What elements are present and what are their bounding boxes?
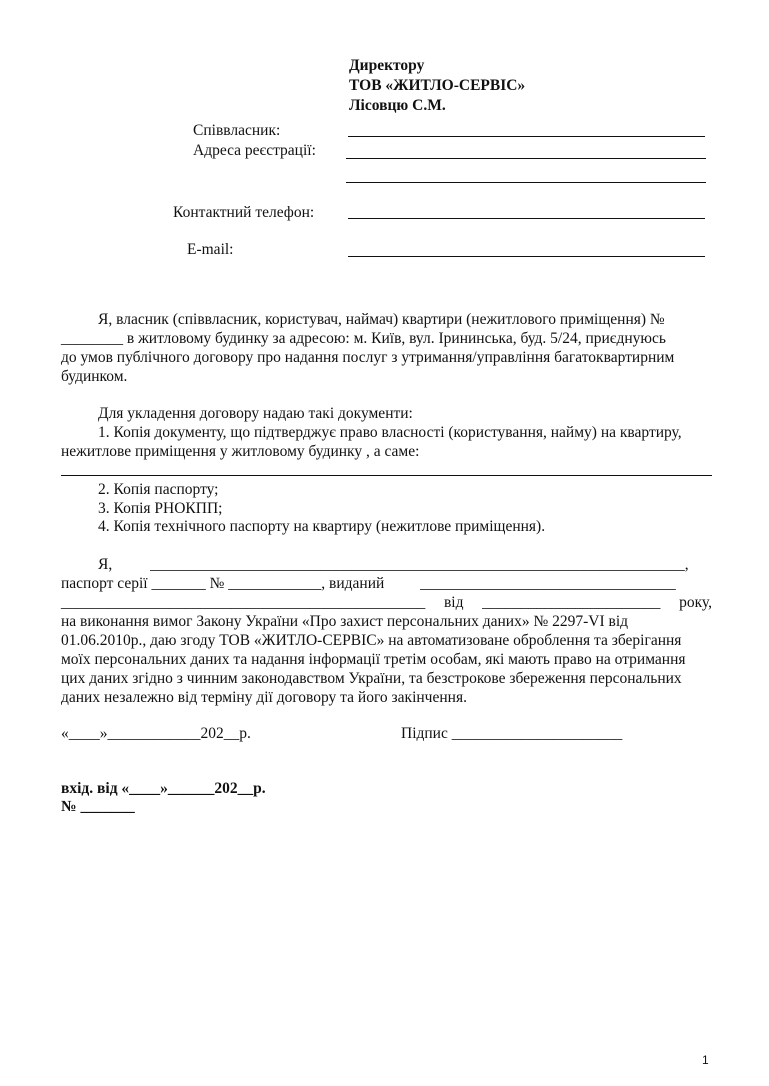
signature-field[interactable]: Підпис ______________________	[401, 725, 623, 742]
intro-line-1: Я, власник (співвласник, користувач, наймач) квартири (нежитлового приміщення) №	[98, 311, 665, 328]
signature-date[interactable]: «____»____________202__р.	[61, 725, 251, 742]
intro-line-2: ________ в житловому будинку за адресою: м. Київ, вул. Ірининська, буд. 5/24, приєднуюсь	[61, 330, 666, 347]
consent-line-4: на виконання вимог Закону України «Про захист персональних даних» № 2297-VI від	[61, 613, 629, 630]
issued-from-label: від	[443, 594, 464, 611]
issued-by-line[interactable]: _______________________________________________	[61, 594, 426, 611]
document-item-3: 3. Копія РНОКПП;	[98, 500, 223, 517]
intro-line-4: будинком.	[61, 368, 128, 385]
document-details-line[interactable]	[61, 475, 712, 476]
address-label: Адреса реєстрації:	[193, 142, 316, 159]
incoming-date: вхід. від «____»______202__р.	[61, 780, 266, 797]
issued-date-line[interactable]: _______________________	[482, 594, 661, 611]
addressee-title: Директору	[349, 57, 425, 74]
intro-line-3: до умов публічного договору про надання послуг з утримання/управління багатоквартирним	[61, 349, 675, 366]
consent-passport[interactable]: паспорт серії _______ № ____________, виданий	[61, 575, 385, 592]
co-owner-line[interactable]	[348, 136, 705, 137]
phone-label: Контактний телефон:	[173, 204, 315, 221]
issued-year-label: року,	[679, 594, 712, 611]
address-line-1[interactable]	[346, 158, 706, 159]
consent-line-7: цих даних згідно з чинним законодавством України, та безстрокове збереження персональних	[61, 670, 682, 687]
document-item-2: 2. Копія паспорту;	[98, 481, 219, 498]
document-item-4: 4. Копія технічного паспорту на квартиру (нежитлове приміщення).	[98, 518, 546, 535]
consent-issued-line[interactable]: _________________________________	[420, 575, 676, 592]
address-line-2[interactable]	[346, 182, 706, 183]
page-number: 1	[702, 1053, 709, 1067]
consent-name-line[interactable]: _____________________________________________________________________,	[150, 556, 689, 573]
consent-line-5: 01.06.2010р., даю згоду ТОВ «ЖИТЛО-СЕРВІС» на автоматизоване оброблення та зберігання	[61, 632, 682, 649]
addressee-company: ТОВ «ЖИТЛО-СЕРВІС»	[349, 77, 526, 94]
co-owner-label: Співвласник:	[193, 122, 281, 139]
email-line[interactable]	[348, 256, 705, 257]
email-label: E-mail:	[187, 241, 234, 258]
consent-line-6: моїх персональних даних та надання інформації третім особам, які мають право на отримання	[61, 651, 686, 668]
incoming-number: № _______	[61, 798, 135, 815]
document-item-1-cont: нежитлове приміщення у житловому будинку , а саме:	[61, 443, 420, 460]
consent-pronoun: Я,	[98, 556, 113, 573]
addressee-block	[349, 56, 525, 116]
phone-line[interactable]	[348, 218, 705, 219]
document-item-1: 1. Копія документу, що підтверджує право власності (користування, найму) на квартиру,	[98, 424, 682, 441]
addressee-name: Лісовцю С.М.	[349, 97, 446, 114]
consent-line-3	[61, 593, 712, 612]
consent-line-8: даних незалежно від терміну дії договору та його закінчення.	[61, 689, 467, 706]
documents-heading: Для укладення договору надаю такі документи:	[98, 405, 413, 422]
